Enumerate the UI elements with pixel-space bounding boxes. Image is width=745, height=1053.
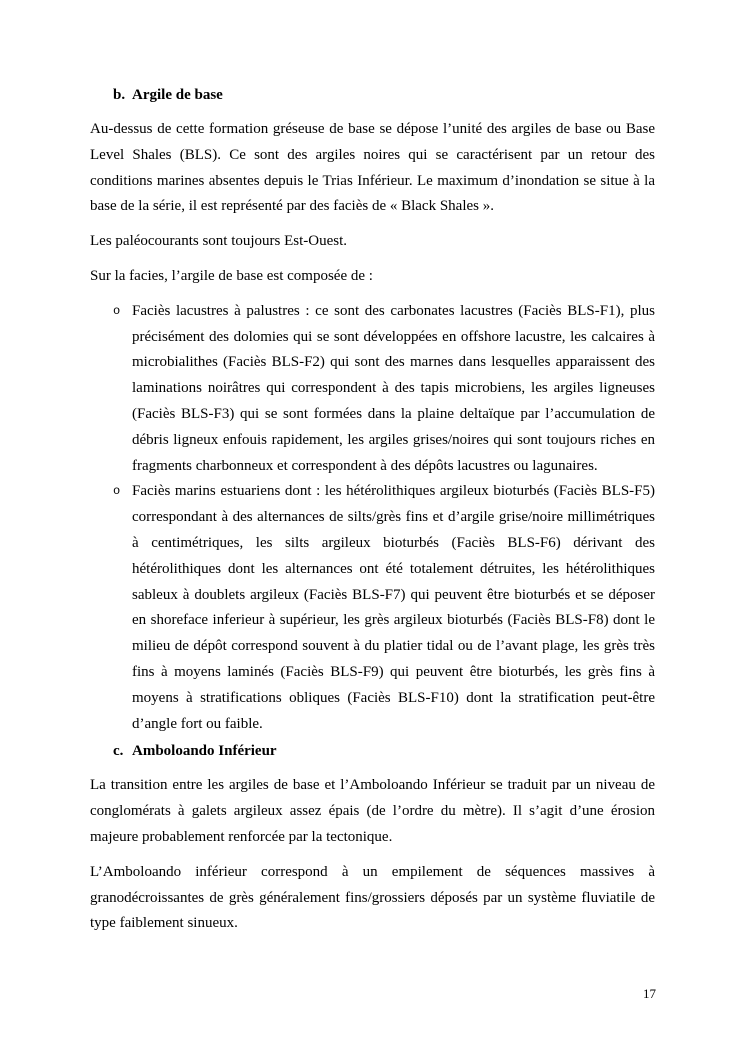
page-number: 17 — [643, 986, 656, 1001]
paragraph-composition-intro: Sur la facies, l’argile de base est composée de : — [90, 267, 373, 284]
heading-b-marker: b. — [113, 87, 126, 103]
heading-argile-de-base — [113, 82, 655, 108]
heading-c-label: Amboloando Inférieur — [132, 743, 277, 760]
heading-amboloando-inferieur — [113, 738, 655, 764]
paragraph-argiles-de-base-intro: Au-dessus de cette formation gréseuse de base se dépose l’unité des argiles de base ou Base Level Shales (BLS). Ce sont des argiles noires qui se caractérisent par un retour des conditions marines absentes depuis le Trias Inférieur. Le maximum d’inondation se situe à la base de la série, il est représenté par des faciès de « Black Shales ». — [90, 121, 655, 215]
facies-list — [90, 299, 655, 738]
list-item-text-facies-marins: Faciès marins estuariens dont : les hétérolithiques argileux bioturbés (Faciès BLS-F5) correspondant à des alternances de silts/grès fins et d’argile grise/noire millimétriques à centimétriques, les silts argileux bioturbés (Faciès BLS-F6) dérivant des hétérolithiques dont les alternances ont été totalement détruites, les hétérolithiques sableux à doublets argileux (Faciès BLS-F7) qui peuvent être bioturbés et se déposer en shoreface inferieur à supérieur, les grès argileux bioturbés (Faciès BLS-F8) dont le milieu de dépôt correspond souvent à du platier tidal ou de l’avant plage, les grès très fins à moyens laminés (Faciès BLS-F9) qui peuvent être bioturbés, les grès fins à moyens à stratifications obliques (Faciès BLS-F10) dont la stratification peut-être d’angle fort ou faible. — [132, 483, 655, 732]
paragraph-transition: La transition entre les argiles de base et l’Amboloando Inférieur se traduit par un niveau de conglomérats à galets argileux assez épais (de l’ordre du mètre). Il s’agit d’une érosion majeure probablement renforcée par la tectonique. — [90, 777, 655, 845]
heading-c-marker: c. — [113, 743, 124, 760]
list-item-text-facies-lacustres: Faciès lacustres à palustres : ce sont des carbonates lacustres (Faciès BLS-F1), plus précisément des dolomies qui se sont développées en offshore lacustre, les calcaires à microbialithes (Faciès BLS-F2) qui sont des marnes dans lesquelles apparaissent des laminations noirâtres qui correspondent à des tapis microbiens, les argiles ligneuses (Faciès BLS-F3) qui se sont formées dans la plaine deltaïque par l’accumulation de débris ligneux enfouis rapidement, les argiles grises/noires qui sont toujours riches en fragments charbonneux et correspondent à des dépôts lacustres ou lagunaires. — [132, 302, 655, 474]
list-item-facies-lacustres — [113, 299, 655, 480]
heading-b-label: Argile de base — [132, 87, 223, 103]
bullet-marker: o — [113, 484, 121, 499]
paragraph-amboloando-inferieur: L’Amboloando inférieur correspond à un empilement de séquences massives à granodécroissantes de grès généralement fins/grossiers déposés par un système fluviatile de type faiblement sinueux. — [90, 863, 655, 932]
bullet-marker: o — [113, 303, 121, 318]
paragraph-paleocourants: Les paléocourants sont toujours Est-Ouest. — [90, 233, 348, 250]
list-item-facies-marins — [113, 479, 655, 737]
